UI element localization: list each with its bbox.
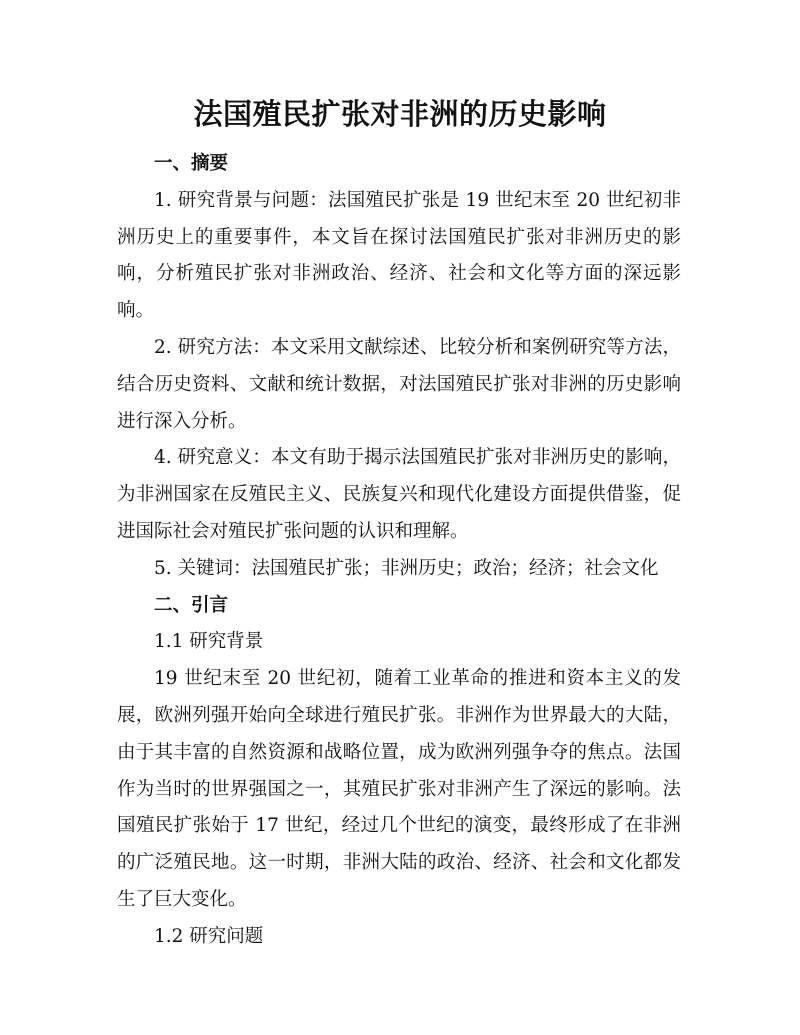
abstract-paragraph-keywords: 5. 关键词：法国殖民扩张；非洲历史；政治；经济；社会文化 [154, 557, 659, 579]
subsection-heading-questions: 1.2 研究问题 [154, 925, 264, 947]
section-heading-abstract: 一、摘要 [154, 153, 229, 174]
document-body [117, 146, 681, 956]
subsection-heading-background: 1.1 研究背景 [154, 631, 264, 653]
introduction-paragraph-background: 19 世纪末至 20 世纪初，随着工业革命的推进和资本主义的发展，欧洲列强开始向全球进行殖民扩张。非洲作为世界最大的大陆，由于其丰富的自然资源和战略位置，成为欧洲列强争夺的焦点。法国作为当时的世界强国之一，其殖民扩张对非洲产生了深远的影响。法国殖民扩张始于 17 世纪，经过几个世纪的演变，最终形成了在非洲的广泛殖民地。这一时期，非洲大陆的政治、经济、社会和文化都发生了巨大变化。 [117, 668, 681, 910]
abstract-paragraph-background: 1. 研究背景与问题：法国殖民扩张是 19 世纪末至 20 世纪初非洲历史上的重要事件，本文旨在探讨法国殖民扩张对非洲历史的影响，分析殖民扩张对非洲政治、经济、社会和文化等方面的深远影响。 [117, 189, 681, 322]
abstract-paragraph-methods: 2. 研究方法：本文采用文献综述、比较分析和案例研究等方法，结合历史资料、文献和统计数据，对法国殖民扩张对非洲的历史影响进行深入分析。 [117, 336, 681, 432]
section-heading-introduction: 二、引言 [154, 594, 229, 616]
document-title: 法国殖民扩张对非洲的历史影响 [193, 97, 607, 131]
abstract-paragraph-significance: 4. 研究意义：本文有助于揭示法国殖民扩张对非洲历史的影响，为非洲国家在反殖民主义、民族复兴和现代化建设方面提供借鉴，促进国际社会对殖民扩张问题的认识和理解。 [117, 447, 681, 542]
